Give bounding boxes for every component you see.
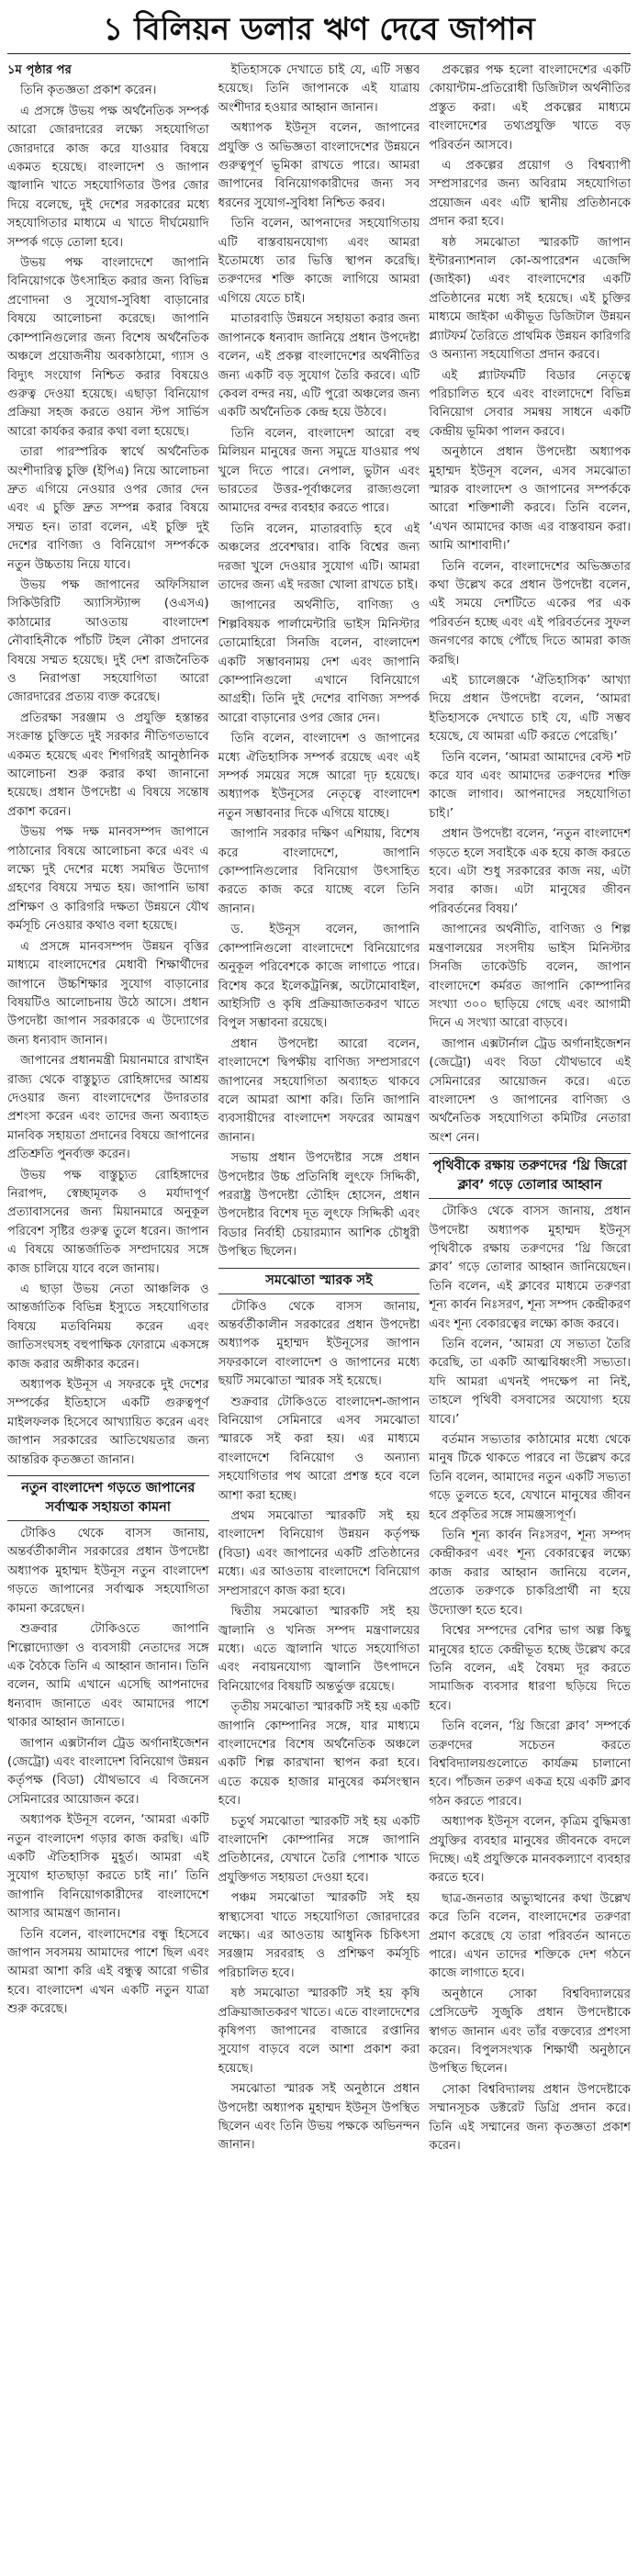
article-paragraph: টোকিও থেকে বাসস জানায়, অন্তর্বর্তীকালীন সরকারের প্রধান উপদেষ্টা অধ্যাপক মুহাম্মদ ইউনূস নতুন বাংলাদেশ গড়তে জাপানের সর্বাত্মক সহযোগিতা কামনা করেছেন। [7,1527,209,1616]
article-paragraph: প্রধান উপদেষ্টা আরো বলেন, বাংলাদেশে দ্বিপক্ষীয় বাণিজ্য সম্প্রসারণে জাপানের সহযোগিতা অব্যাহত থাকবে বলে আমরা আশা করি। তিনি জাপানি ব্যবসায়ীদের বাংলাদেশ সফরের আমন্ত্রণ জানান। [218,1036,420,1145]
article-paragraph: চতুর্থ সমঝোতা স্মারকটি সই হয় একটি বাংলাদেশি কোম্পানির সঙ্গে জাপানি প্রতিষ্ঠানের, যেখানে তৈরি পোশাক খাতে প্রযুক্তিগত সহায়তা দেওয়া হবে। [218,1814,420,1885]
article-paragraph: এই প্ল্যাটফর্মটি বিডার নেতৃত্বে পরিচালিত হবে এবং বাংলাদেশে বিভিন্ন বিনিয়োগ সেবার সমন্বয় সাধনে একটি কেন্দ্রীয় ভূমিকা পালন করবে। [429,368,631,439]
article-paragraph: এ প্রসঙ্গে মানবসম্পদ উন্নয়ন বৃত্তির মাধ্যমে বাংলাদেশের মেধাবী শিক্ষার্থীদের জাপানে উচ্চশিক্ষার সুযোগ বাড়ানোর বিষয়টিও আলোচনায় উঠে আসে। প্রধান উপদেষ্টা জাপান সরকারকে এ উদ্যোগের জন্য ধন্যবাদ জানান। [7,939,209,1047]
article-paragraph: প্রধান উপদেষ্টা বলেন, ‘নতুন বাংলাদেশ গড়তে হলে সবাইকে এক হয়ে কাজ করতে হবে। এটা শুধু সরকারের কাজ নয়, এটা সবার কাজ। এটা মানুষের জীবন পরিবর্তনের বিষয়।’ [429,827,631,916]
article-paragraph: ছাত্র-জনতার অভ্যুত্থানের কথা উল্লেখ করে তিনি বলেন, বাংলাদেশের তরুণরা প্রমাণ করেছে যে তারা পরিবর্তন আনতে পারে। এখন তাদের শক্তিকে দেশ গঠনে কাজে লাগাতে হবে। [429,1891,631,1981]
article-paragraph: তিনি বলেন, আপনাদের সহযোগিতায় এটি বাস্তবায়নযোগ্য এবং আমরা ইতোমধ্যে তার ভিত্তি স্থাপন করেছি। তরুণদের শক্তি কাজে লাগিয়ে আমরা এগিয়ে যেতে চাই। [218,217,420,306]
section-subheading: পৃথিবীকে রক্ষায় তরুণদের ‘থ্রি জিরো ক্লাব’ গড়ে তোলার আহ্বান [429,1153,631,1199]
article-paragraph: প্রতিরক্ষা সরঞ্জাম ও প্রযুক্তি হস্তান্তর সংক্রান্ত চুক্তিতে দুই সরকার নীতিগতভাবে একমত হয়েছে এবং শিগগিরই আনুষ্ঠানিক আলোচনা শুরু করার কথা জানানো হয়েছে। প্রধান উপদেষ্টা এ বিষয়ে সন্তোষ প্রকাশ করেন। [7,711,209,819]
article-paragraph: অধ্যাপক ইউনূস এ সফরকে দুই দেশের সম্পর্কের ইতিহাসে একটি গুরুত্বপূর্ণ মাইলফলক হিসেবে আখ্যায়িত করেন এবং জাপান সরকারের আতিথেয়তার জন্য আন্তরিক কৃতজ্ঞতা জানান। [7,1378,209,1467]
article-paragraph: অধ্যাপক ইউনূস বলেন, জাপানের প্রযুক্তি ও অভিজ্ঞতা বাংলাদেশের উন্নয়নে গুরুত্বপূর্ণ ভূমিকা রাখতে পারে। আমরা জাপানের বিনিয়োগকারীদের জন্য সব ধরনের সুযোগ-সুবিধা নিশ্চিত করব। [218,121,420,210]
article-paragraph: জাপান এক্সটার্নাল ট্রেড অর্গানাইজেশন (জেট্রো) এবং বিডা যৌথভাবে এই সেমিনারের আয়োজন করে। এতে বাংলাদেশ ও জাপানের বাণিজ্য ও অর্থনৈতিক সহযোগিতা কমিটির নেতারা অংশ নেন। [429,1036,631,1145]
article-paragraph: ষষ্ঠ সমঝোতা স্মারকটি সই হয় কৃষি প্রক্রিয়াজাতকরণ খাতে। এতে বাংলাদেশের কৃষিপণ্য জাপানের বাজারে রপ্তানির সুযোগ বাড়বে বলে আশা প্রকাশ করা হয়েছে। [218,1987,420,2076]
article-paragraph: সভায় প্রধান উপদেষ্টার সঙ্গে প্রধান উপদেষ্টার উচ্চ প্রতিনিধি লুৎফে সিদ্দিকী, পররাষ্ট্র উপদেষ্টা তৌহিদ হোসেন, প্রধান উপদেষ্টার বিশেষ দূত লুৎফে সিদ্দিকী এবং বিডার নির্বাহী চেয়ারম্যান আশিক চৌধুরী উপস্থিত ছিলেন। [218,1151,420,1260]
article-paragraph: তিনি বলেন, ‘থ্রি জিরো ক্লাব’ সম্পর্কে তরুণদের সচেতন করতে বিশ্ববিদ্যালয়গুলোতে কার্যক্রম চালানো হবে। পাঁচজন তরুণ একত্র হয়ে একটি ক্লাব গঠন করতে পারবে। [429,1719,631,1809]
article-paragraph: তিনি বলেন, ‘আমরা যে সভ্যতা তৈরি করেছি, তা একটি আত্মবিধ্বংসী সভ্যতা। যদি আমরা এখনই পদক্ষেপ না নিই, তাহলে পৃথিবী বসবাসের অযোগ্য হয়ে যাবে।’ [429,1338,631,1427]
article-paragraph: তিনি বলেন, মাতারবাড়ি হবে এই অঞ্চলের প্রবেশদ্বার। বাকি বিশ্বের জন্য দরজা খুলে দেওয়ার সুযোগ এটি। আমরা তাদের জন্য এই দরজা খোলা রাখতে চাই। [218,521,420,592]
article-paragraph: উভয় পক্ষ দক্ষ মানবসম্পদ জাপানে পাঠানোর বিষয়ে আলোচনা করে এবং এ লক্ষ্যে দুই দেশের মধ্যে সমন্বিত উদ্যোগ গ্রহণের বিষয়ে সম্মত হয়। জাপানি ভাষা প্রশিক্ষণ ও কারিগরি দক্ষতা উন্নয়নে যৌথ কর্মসূচি নেওয়ার কথাও বলা হয়েছে। [7,825,209,934]
article-paragraph: ষষ্ঠ সমঝোতা স্মারকটি জাপান ইন্টারন্যাশনাল কো-অপারেশন এজেন্সি (জাইকা) এবং বাংলাদেশের একটি প্রতিষ্ঠানের মধ্যে সই হয়েছে। এই চুক্তির মাধ্যমে জাইকা একীভূত ডিজিটাল উন্নয়ন প্ল্যাটফর্ম তৈরিতে প্রাথমিক উন্নয়ন কারিগরি ও অন্যান্য সহযোগিতা প্রদান করবে। [429,235,631,363]
article-paragraph: জাপান এক্সটার্নাল ট্রেড অর্গানাইজেশন (জেট্রো) এবং বাংলাদেশ বিনিয়োগ উন্নয়ন কর্তৃপক্ষ (বিডা) যৌথভাবে এ বিজনেস সেমিনারের আয়োজন করে। [7,1736,209,1807]
article-column-1 [7,62,209,2576]
article-paragraph: জাপানের অর্থনীতি, বাণিজ্য ও শিল্পবিষয়ক পার্লামেন্টারি ভাইস মিনিস্টার তোমোহিরো সিনজি বলেন, বাংলাদেশ একটি সম্ভাবনাময় দেশ এবং জাপানি কোম্পানিগুলো এখানে বিনিয়োগে আগ্রহী। তিনি দুই দেশের বাণিজ্য সম্পর্ক আরো বাড়ানোর ওপর জোর দেন। [218,599,420,725]
article-paragraph: উভয় পক্ষ বাংলাদেশে জাপানি বিনিয়োগকে উৎসাহিত করার জন্য বিভিন্ন প্রণোদনা ও সুযোগ-সুবিধা বাড়ানোর বিষয়ে আলোচনা করেছে। জাপানি কোম্পানিগুলোর জন্য বিশেষ অর্থনৈতিক অঞ্চলে প্রয়োজনীয় অবকাঠামো, গ্যাস ও বিদ্যুৎ সংযোগ নিশ্চিত করার বিষয়েও গুরুত্ব দেওয়া হয়েছে। এছাড়া বিনিয়োগ প্রক্রিয়া সহজ করতে ওয়ান স্টপ সার্ভিস আরো কার্যকর করার কথা বলা হয়েছে। [7,256,209,439]
article-paragraph: তিনি বলেন, ‘আমরা আমাদের বেস্ট শট করে যাব এবং আমাদের তরুণদের শক্তি কাজে লাগাব। আপনাদের সহযোগিতা চাই।’ [429,750,631,821]
article-paragraph: এ প্রসঙ্গে উভয় পক্ষ অর্থনৈতিক সম্পর্ক আরো জোরদারের লক্ষ্যে সহযোগিতা জোরদারে কাজ করে যাওয়ার বিষয়ে একমত হয়েছে। বাংলাদেশ ও জাপান জ্বালানি খাতে সহযোগিতার উপর জোর দিয়ে বলেছে, দুই দেশের সরকারের মধ্যে সহযোগিতার মাধ্যমে এ খাতে দীর্ঘমেয়াদি সম্পর্ক গড়ে তোলা হবে। [7,104,209,250]
article-paragraph: তিনি বলেন, বাংলাদেশের বন্ধু হিসেবে জাপান সবসময় আমাদের পাশে ছিল এবং আমরা আশা করি এই বন্ধুত্ব আরো গভীর হবে। বাংলাদেশ এখন একটি নতুন যাত্রা শুরু করেছে। [7,1927,209,2017]
article-paragraph: জাপানের অর্থনীতি, বাণিজ্য ও শিল্প মন্ত্রণালয়ের সংসদীয় ভাইস মিনিস্টার সিনজি তাকেউচি বলেন, জাপান বাংলাদেশে কর্মরত জাপানি কোম্পানির সংখ্যা ৩০০ ছাড়িয়ে গেছে এবং আগামী দিনে এ সংখ্যা আরো বাড়বে। [429,923,631,1031]
article-paragraph: প্রকল্পের পক্ষ হলো বাংলাদেশের একটি কোয়ান্টাম-প্রতিরোধী ডিজিটাল অর্থনীতির প্রস্তুত করা। এই প্রকল্পের মাধ্যমে বাংলাদেশের তথ্যপ্রযুক্তি খাতে বড় পরিবর্তন আসবে। [429,63,631,152]
article-paragraph: উভয় পক্ষ জাপানের অফিসিয়াল সিকিউরিটি অ্যাসিস্ট্যান্স (ওএসএ) কাঠামোর আওতায় বাংলাদেশ নৌবাহিনীকে পাঁচটি টহল নৌকা প্রদানের বিষয়ে সম্মত হয়েছে। দুই দেশ রাজনৈতিক ও নিরাপত্তা সহযোগিতা আরো জোরদারের প্রত্যয় ব্যক্ত করেছে। [7,577,209,705]
article-paragraph: অনুষ্ঠানে সোকা বিশ্ববিদ্যালয়ের প্রেসিডেন্ট সুজুকি প্রধান উপদেষ্টাকে স্বাগত জানান এবং তাঁর বক্তব্যের প্রশংসা করেন। বিপুলসংখ্যক শিক্ষার্থী অনুষ্ঠানে উপস্থিত ছিলেন। [429,1987,631,2077]
article-paragraph: এই চ্যালেঞ্জকে ‘ঐতিহাসিক’ আখ্যা দিয়ে প্রধান উপদেষ্টা বলেন, ‘আমরা ইতিহাসকে দেখাতে চাই যে, এটি সম্ভব হয়েছে, যে আমরা এটি করতে পেরেছি।’ [429,674,631,745]
article-paragraph: শুক্রবার টোকিওতে জাপানি শিল্পোদ্যোক্তা ও ব্যবসায়ী নেতাদের সঙ্গে এক বৈঠকে তিনি এ আহ্বান জানান। তিনি বলেন, আমি এখানে এসেছি আপনাদের ধন্যবাদ জানাতে এবং আমাদের পাশে থাকার আহ্বান জানাতে। [7,1622,209,1730]
article-paragraph: বিশ্বের সম্পদের বেশির ভাগ অল্প কিছু মানুষের হাতে কেন্দ্রীভূত হচ্ছে উল্লেখ করে তিনি বলেন, এই বৈষম্য দূর করতে সামাজিক ব্যবসার ধারণা ছড়িয়ে দিতে হবে। [429,1624,631,1713]
article-paragraph: এ প্রকল্পের প্রয়োগ ও বিশ্বব্যাপী সম্প্রসারণের জন্য অবিরাম সহযোগিতা প্রয়োজন এবং এটি স্থানীয় প্রতিষ্ঠানকে প্রদান করা হবে। [429,159,631,230]
article-paragraph: তৃতীয় সমঝোতা স্মারকটি সই হয় একটি জাপানি কোম্পানির সঙ্গে, যার মাধ্যমে বাংলাদেশের বিশেষ অর্থনৈতিক অঞ্চলে একটি শিল্প কারখানা স্থাপন করা হবে। এতে কয়েক হাজার মানুষের কর্মসংস্থান হবে। [218,1700,420,1809]
article-paragraph: শুক্রবার টোকিওতে বাংলাদেশ-জাপান বিনিয়োগ সেমিনারে এসব সমঝোতা স্মারকে সই করা হয়। এর মাধ্যমে বাংলাদেশে বিনিয়োগ ও অন্যান্য সহযোগিতার পথ আরো প্রশস্ত হবে বলে আশা করা হচ্ছে। [218,1394,420,1503]
article-paragraph: অধ্যাপক ইউনূস বলেন, কৃত্রিম বুদ্ধিমত্তা প্রযুক্তির ব্যবহার মানুষের জীবনকে বদলে দিচ্ছে। এই প্রযুক্তিকে মানবকল্যাণে ব্যবহার করতে হবে। [429,1815,631,1886]
section-subheading: সমঝোতা স্মারক সই [218,1268,420,1294]
article-paragraph: পঞ্চম সমঝোতা স্মারকটি সই হয় স্বাস্থ্যসেবা খাতে সহযোগিতা জোরদারের লক্ষ্যে। এর আওতায় আধুনিক চিকিৎসা সরঞ্জাম সরবরাহ ও প্রশিক্ষণ কর্মসূচি পরিচালিত হবে। [218,1891,420,1980]
article-columns [7,62,631,2576]
article-paragraph: তিনি কৃতজ্ঞতা প্রকাশ করেন। [20,84,157,98]
article-paragraph: দ্বিতীয় সমঝোতা স্মারকটি সই হয় জ্বালানি ও খনিজ সম্পদ মন্ত্রণালয়ের মধ্যে। এতে জ্বালানি খাতে সহযোগিতা এবং নবায়নযোগ্য জ্বালানি উৎপাদনে বিনিয়োগের বিষয়টি অন্তর্ভুক্ত রয়েছে। [218,1605,420,1694]
headline: ১ বিলিয়ন ডলার ঋণ দেবে জাপান [7,7,631,54]
article-paragraph: সোকা বিশ্ববিদ্যালয় প্রধান উপদেষ্টাকে সম্মানসূচক ডক্টরেট ডিগ্রি প্রদান করে। তিনি এই সম্মানের জন্য কৃতজ্ঞতা প্রকাশ করেন। [429,2082,631,2154]
article-paragraph: সমঝোতা স্মারক সই অনুষ্ঠানে প্রধান উপদেষ্টা অধ্যাপক মুহাম্মদ ইউনূস উপস্থিত ছিলেন এবং তিনি উভয় পক্ষকে অভিনন্দন জানান। [218,2082,420,2153]
article-paragraph: মাতারবাড়ি উন্নয়নে সহায়তা করার জন্য জাপানকে ধন্যবাদ জানিয়ে প্রধান উপদেষ্টা বলেন, এই প্রকল্প বাংলাদেশের অর্থনীতির জন্য একটি বড় সুযোগ তৈরি করবে। এটি কেবল বন্দর নয়, এটি পুরো অঞ্চলের জন্য একটি অর্থনৈতিক কেন্দ্র হয়ে উঠবে। [218,312,420,420]
section-subheading: নতুন বাংলাদেশ গড়তে জাপানের সর্বাত্মক সহায়তা কামনা [7,1475,209,1521]
article-paragraph: এ ছাড়া উভয় নেতা আঞ্চলিক ও আন্তর্জাতিক বিভিন্ন ইস্যুতে সহযোগিতার বিষয়ে মতবিনিময় করেন এবং জাতিসংঘসহ বহুপাক্ষিক ফোরামে একসঙ্গে কাজ করার অঙ্গীকার করেন। [7,1282,209,1372]
article-paragraph: প্রথম সমঝোতা স্মারকটি সই হয় বাংলাদেশ বিনিয়োগ উন্নয়ন কর্তৃপক্ষ (বিডা) এবং জাপানের একটি প্রতিষ্ঠানের মধ্যে। এর আওতায় বাংলাদেশে বিনিয়োগ সম্প্রসারণে কাজ করা হবে। [218,1509,420,1598]
article-paragraph: তারা পারস্পরিক স্বার্থে অর্থনৈতিক অংশীদারিত্ব চুক্তি (ইপিএ) নিয়ে আলোচনা দ্রুত এগিয়ে নেওয়ার ওপর জোর দেন এবং এ চুক্তি দ্রুত সম্পন্ন করার বিষয়ে সম্মত হন। তারা বলেন, এই চুক্তি দুই দেশের বাণিজ্য ও বিনিয়োগ সম্পর্ককে নতুন উচ্চতায় নিয়ে যাবে। [7,445,209,572]
article-paragraph: তিনি শূন্য কার্বন নিঃসরণ, শূন্য সম্পদ কেন্দ্রীকরণ এবং শূন্য বেকারত্বের লক্ষ্যে কাজ করার আহ্বান জানিয়ে বলেন, প্রত্যেক তরুণকে চাকরিপ্রার্থী না হয়ে উদ্যোক্তা হতে হবে। [429,1529,631,1618]
article-paragraph: ইতিহাসকে দেখাতে চাই যে, এটি সম্ভব হয়েছে। তিনি জাপানকে এই যাত্রায় অংশীদার হওয়ার আহ্বান জানান। [218,63,420,115]
article-paragraph: বর্তমান সভ্যতার কাঠামোর মধ্যে থেকে মানুষ টিকে থাকতে পারবে না উল্লেখ করে তিনি বলেন, আমাদের নতুন একটি সভ্যতা গড়ে তুলতে হবে, যেখানে মানুষের জীবন হবে প্রকৃতির সঙ্গে সামঞ্জস্যপূর্ণ। [429,1433,631,1522]
article-paragraph: জাপানি সরকার দক্ষিণ এশিয়ায়, বিশেষ করে বাংলাদেশে, জাপানি কোম্পানিগুলোর বিনিয়োগ উৎসাহিত করতে কাজ করে যাচ্ছে বলে তিনি জানান। [218,827,420,916]
article-paragraph: অধ্যাপক ইউনূস বলেন, ‘আমরা একটি নতুন বাংলাদেশ গড়ার কাজ করছি। এটি একটি ঐতিহাসিক মুহূর্ত। আমরা এই সুযোগ হাতছাড়া করতে চাই না।’ তিনি জাপানি বিনিয়োগকারীদের বাংলাদেশে আসার আমন্ত্রণ জানান। [7,1813,209,1921]
article-column-2 [218,62,420,2576]
article-paragraph: তিনি বলেন, বাংলাদেশের অভিজ্ঞতার কথা উল্লেখ করে প্রধান উপদেষ্টা বলেন, এই সময়ে দেশটিতে একের পর এক পরিবর্তন হচ্ছে এবং এই পরিবর্তনের সুফল জনগণের কাছে পৌঁছে দিতে আমরা কাজ করছি। [429,559,631,667]
article-paragraph: অনুষ্ঠানে প্রধান উপদেষ্টা অধ্যাপক মুহাম্মদ ইউনূস বলেন, এসব সমঝোতা স্মারক বাংলাদেশ ও জাপানের সম্পর্ককে আরো শক্তিশালী করবে। তিনি বলেন, ‘এখন আমাদের কাজ এর বাস্তবায়ন করা। আমি আশাবাদী।’ [429,445,631,554]
article-paragraph: ড. ইউনূস বলেন, জাপানি কোম্পানিগুলো বাংলাদেশে বিনিয়োগের অনুকূল পরিবেশকে কাজে লাগাতে পারে। বিশেষ করে ইলেকট্রনিক্স, অটোমোবাইল, আইসিটি ও কৃষি প্রক্রিয়াজাতকরণ খাতে বিপুল সম্ভাবনা রয়েছে। [218,923,420,1031]
article-paragraph: টোকিও থেকে বাসস জানায়, অন্তর্বর্তীকালীন সরকারের প্রধান উপদেষ্টা অধ্যাপক মুহাম্মদ ইউনূসের জাপান সফরকালে বাংলাদেশ ও জাপানের মধ্যে ছয়টি সমঝোতা স্মারক সই হয়েছে। [218,1299,420,1389]
article-paragraph: তিনি বলেন, বাংলাদেশ ও জাপানের মধ্যে ঐতিহাসিক সম্পর্ক রয়েছে এবং এই সম্পর্ক সময়ের সঙ্গে আরো দৃঢ় হয়েছে। অধ্যাপক ইউনূসের নেতৃত্বে বাংলাদেশ নতুন সম্ভাবনার দিকে এগিয়ে যাচ্ছে। [218,732,420,821]
article-paragraph: জাপানের প্রধানমন্ত্রী মিয়ানমারে রাখাইন রাজ্য থেকে বাস্তুচ্যুত রোহিঙ্গাদের আশ্রয় দেওয়ার জন্য বাংলাদেশের উদারতার প্রশংসা করেন এবং তাদের জন্য অব্যাহত মানবিক সহায়তা প্রদানের বিষয়ে জাপানের প্রতিশ্রুতি পুনর্ব্যক্ত করেন। [7,1054,209,1162]
article-paragraph: তিনি বলেন, বাংলাদেশ আরো বহু মিলিয়ন মানুষের জন্য সমুদ্রে যাওয়ার পথ খুলে দিতে পারে। নেপাল, ভুটান এবং ভারতের উত্তর-পূর্বাঞ্চলের রাজ্যগুলো আমাদের বন্দর ব্যবহার করতে পারে। [218,426,420,516]
continued-from-label: ১ম পৃষ্ঠার পর [7,63,72,77]
article-paragraph: টোকিও থেকে বাসস জানায়, প্রধান উপদেষ্টা অধ্যাপক মুহাম্মদ ইউনূস পৃথিবীকে রক্ষায় তরুণদের ‘থ্রি জিরো ক্লাব’ গড়ে তোলার আহ্বান জানিয়েছেন। তিনি বলেন, এই ক্লাবের মাধ্যমে তরুণরা শূন্য কার্বন নিঃসরণ, শূন্য সম্পদ কেন্দ্রীকরণ এবং শূন্য বেকারত্বের লক্ষ্যে কাজ করবে। [429,1204,631,1331]
article-paragraph: উভয় পক্ষ বাস্তুচ্যুত রোহিঙ্গাদের নিরাপদ, স্বেচ্ছামূলক ও মর্যাদাপূর্ণ প্রত্যাবাসনের জন্য মিয়ানমারে অনুকূল পরিবেশ সৃষ্টির গুরুত্ব তুলে ধরেন। জাপান এ বিষয়ে আন্তর্জাতিক সম্প্রদায়ের সঙ্গে কাজ চালিয়ে যাবে বলে জানায়। [7,1168,209,1276]
article-column-3 [429,62,631,2576]
